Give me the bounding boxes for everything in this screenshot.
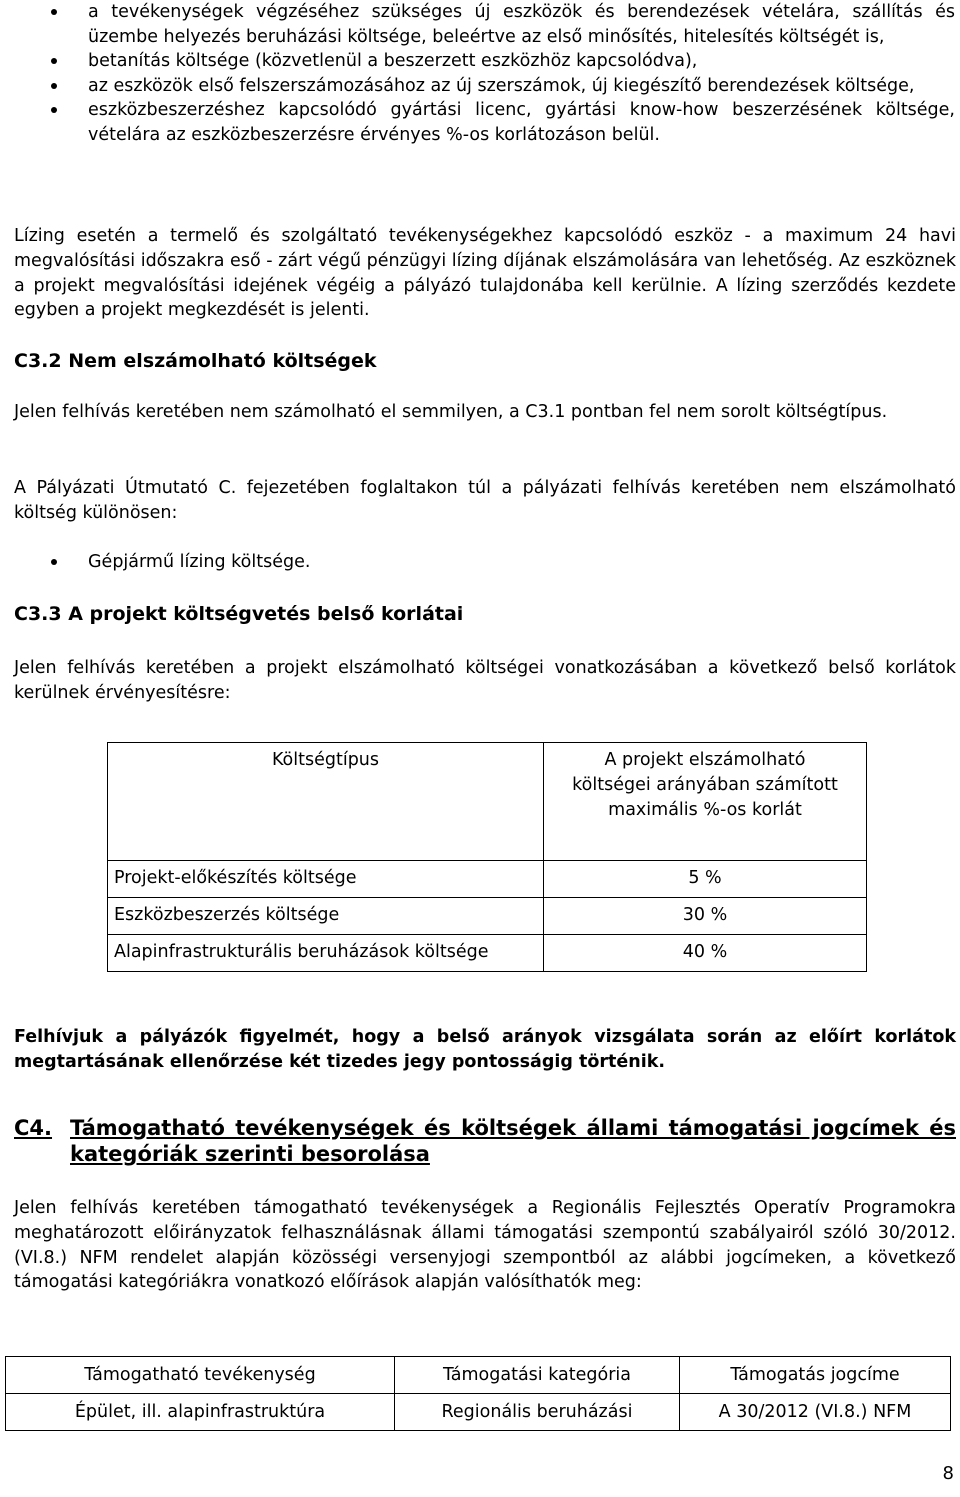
table-row: [6, 1394, 951, 1431]
table-cell: A 30/2012 (VI.8.) NFM: [680, 1394, 951, 1431]
table-header-row: [6, 1357, 951, 1394]
table-cell: 30 %: [544, 898, 867, 935]
section-heading-c3-3: C3.3 A projekt költségvetés belső korlátai: [14, 603, 464, 625]
list-item: [0, 98, 960, 147]
bullet-icon: [51, 58, 57, 64]
c3-2-paragraph-1: Jelen felhívás keretében nem számolható el semmilyen, a C3.1 pontban fel nem sorolt költségtípus.: [14, 402, 888, 422]
bullet-icon: [51, 9, 57, 15]
table-header-row: [108, 743, 867, 861]
table-cell: Projekt-előkészítés költsége: [108, 861, 544, 898]
section-number: C4.: [14, 1116, 53, 1140]
section-title: Támogatható tevékenységek és költségek állami támogatási jogcímek és kategóriák szerinti besorolása: [70, 1116, 956, 1166]
bullet-icon: [51, 107, 57, 113]
lizing-paragraph: Lízing esetén a termelő és szolgáltató tevékenységekhez kapcsolódó eszköz - a maximum 24 havi megvalósítási időszakra eső - zárt végű pénzügyi lízing díjának elszámolására van lehetőség. Az eszköznek a projekt megvalósítási idejének végéig a pályázó tulajdonába kell kerülnie. A lízing szerződés kezdete egyben a projekt megkezdését is jelenti.: [14, 226, 956, 321]
table-header-cell: Támogatás jogcíme: [680, 1357, 951, 1394]
list-item: [0, 49, 960, 74]
section-heading-c4: [14, 1115, 956, 1167]
table-row: [108, 935, 867, 972]
list-item: [0, 74, 960, 99]
list-item-text: az eszközök első felszerszámozásához az új szerszámok, új kiegészítő berendezések költsége,: [88, 75, 915, 96]
table-cell: Regionális beruházási: [395, 1394, 680, 1431]
table-cell: Eszközbeszerzés költsége: [108, 898, 544, 935]
list-item-text: a tevékenységek végzéséhez szükséges új eszközök és berendezések vételára, szállítás és üzembe helyezés beruházási költsége, beleértve az első minősítés, hitelesítés költségét is,: [88, 2, 955, 47]
table-header-cell: Támogatható tevékenység: [6, 1357, 395, 1394]
list-item-text: eszközbeszerzéshez kapcsolódó gyártási licenc, gyártási know-how beszerzésének költsége, vételára az eszközbeszerzésre érvényes %-os korlátozáson belül.: [88, 100, 955, 145]
c4-paragraph: Jelen felhívás keretében támogatható tevékenységek a Regionális Fejlesztés Operatív Programokra meghatározott előirányzatok felhasználásnak állami támogatási szempontú szabályairól szóló 30/2012. (VI.8.) NFM rendelet alapján közösségi versenyjogi szempontból az alábbi jogcímeken, a következő támogatási kategóriákra vonatkozó előírások alapján valósíthatók meg:: [14, 1198, 956, 1293]
bold-notice: Felhívjuk a pályázók figyelmét, hogy a belső arányok vizsgálata során az előírt korlátok megtartásának ellenőrzése két tizedes jegy pontosságig történik.: [14, 1027, 956, 1072]
list-item: [0, 0, 960, 49]
table-cell: Alapinfrastrukturális beruházások költsége: [108, 935, 544, 972]
list-item-text: Gépjármű lízing költsége.: [88, 552, 311, 572]
table-cell: 5 %: [544, 861, 867, 898]
section-heading-c3-2: C3.2 Nem elszámolható költségek: [14, 350, 377, 372]
cost-bullet-list: [0, 0, 960, 148]
table-row: [108, 861, 867, 898]
list-item-text: betanítás költsége (közvetlenül a beszerzett eszközhöz kapcsolódva),: [88, 51, 698, 72]
table-header-cell: A projekt elszámolható költségei arányában számított maximális %-os korlát: [544, 743, 867, 861]
bullet-icon: [51, 83, 57, 89]
support-category-table: [5, 1356, 951, 1431]
table-header-cell: Költségtípus: [108, 743, 544, 861]
table-cell: 40 %: [544, 935, 867, 972]
noneligible-bullet-list: [0, 550, 960, 575]
c3-3-paragraph: Jelen felhívás keretében a projekt elszámolható költségei vonatkozásában a következő belső korlátok kerülnek érvényesítésre:: [14, 658, 956, 703]
bullet-icon: [51, 559, 57, 565]
list-item: [0, 550, 960, 575]
table-row: [108, 898, 867, 935]
page-number: 8: [942, 1463, 954, 1484]
internal-limits-table: [107, 742, 867, 972]
c3-2-paragraph-2: A Pályázati Útmutató C. fejezetében foglaltakon túl a pályázati felhívás keretében nem elszámolható költség különösen:: [14, 478, 956, 523]
table-cell: Épület, ill. alapinfrastruktúra: [6, 1394, 395, 1431]
table-header-cell: Támogatási kategória: [395, 1357, 680, 1394]
